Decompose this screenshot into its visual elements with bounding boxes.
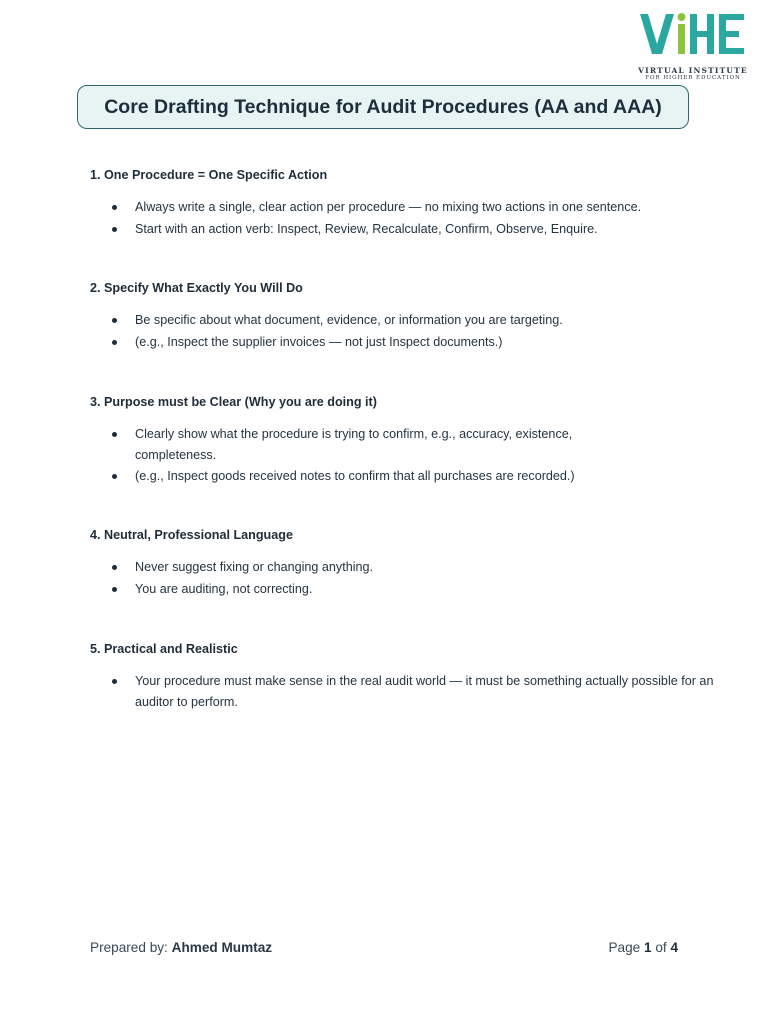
section-5 bbox=[90, 641, 714, 713]
section-heading: 1. One Procedure = One Specific Action bbox=[90, 168, 328, 182]
bullet-text: Be specific about what document, evidence, or information you are targeting. bbox=[135, 313, 563, 327]
list-item bbox=[90, 557, 690, 578]
section-heading: 2. Specify What Exactly You Will Do bbox=[90, 281, 303, 295]
bullet-list bbox=[90, 671, 714, 712]
list-item bbox=[90, 310, 690, 331]
bullet-list bbox=[90, 557, 690, 599]
list-item bbox=[90, 197, 690, 218]
list-item bbox=[90, 424, 655, 465]
bullet-icon bbox=[112, 679, 117, 684]
bullet-icon bbox=[112, 587, 117, 592]
logo-line-1: VIRTUAL INSTITUTE bbox=[638, 66, 748, 75]
author-name: Ahmed Mumtaz bbox=[171, 940, 273, 955]
page-number bbox=[608, 940, 678, 955]
vihe-logo bbox=[638, 8, 748, 82]
list-item bbox=[90, 466, 690, 487]
bullet-icon bbox=[112, 227, 117, 232]
bullet-icon bbox=[112, 474, 117, 479]
page-of: of bbox=[655, 940, 667, 955]
section-4 bbox=[90, 527, 690, 600]
bullet-text: Clearly show what the procedure is trying to confirm, e.g., accuracy, existence, completeness. bbox=[135, 427, 573, 462]
list-item bbox=[90, 579, 690, 600]
logo-line-2: FOR HIGHER EDUCATION bbox=[645, 75, 741, 81]
section-2 bbox=[90, 280, 690, 353]
bullet-icon bbox=[112, 432, 117, 437]
prepared-by-label: Prepared by: bbox=[90, 940, 168, 955]
section-heading: 5. Practical and Realistic bbox=[90, 642, 238, 656]
list-item bbox=[90, 332, 690, 353]
bullet-text: Always write a single, clear action per procedure — no mixing two actions in one sentence. bbox=[135, 200, 642, 214]
bullet-text: Start with an action verb: Inspect, Review, Recalculate, Confirm, Observe, Enquire. bbox=[135, 221, 598, 236]
bullet-text: Your procedure must make sense in the real audit world — it must be something actually possible for an auditor to perform. bbox=[135, 674, 714, 709]
section-heading: 3. Purpose must be Clear (Why you are doing it) bbox=[90, 395, 377, 409]
bullet-list bbox=[90, 424, 690, 487]
bullet-icon bbox=[112, 340, 117, 345]
bullet-text: You are auditing, not correcting. bbox=[135, 581, 313, 596]
page-total: 4 bbox=[670, 940, 678, 955]
bullet-text: (e.g., Inspect goods received notes to confirm that all purchases are recorded.) bbox=[135, 469, 575, 483]
list-item bbox=[90, 219, 690, 240]
section-1 bbox=[90, 167, 690, 240]
bullet-list bbox=[90, 310, 690, 352]
title-banner bbox=[77, 85, 689, 129]
bullet-icon bbox=[112, 565, 117, 570]
page-title: Core Drafting Technique for Audit Procedures (AA and AAA) bbox=[104, 95, 662, 118]
section-heading: 4. Neutral, Professional Language bbox=[90, 528, 293, 542]
bullet-list bbox=[90, 197, 690, 239]
vihe-logo-mark-icon bbox=[638, 8, 748, 64]
bullet-icon bbox=[112, 318, 117, 323]
bullet-icon bbox=[112, 205, 117, 210]
page-current: 1 bbox=[643, 940, 652, 955]
bullet-text: (e.g., Inspect the supplier invoices — not just Inspect documents.) bbox=[135, 334, 503, 349]
prepared-by bbox=[90, 940, 272, 955]
page-label: Page bbox=[608, 940, 641, 955]
list-item bbox=[90, 671, 715, 712]
bullet-text: Never suggest fixing or changing anything. bbox=[135, 560, 374, 574]
section-3 bbox=[90, 394, 690, 488]
